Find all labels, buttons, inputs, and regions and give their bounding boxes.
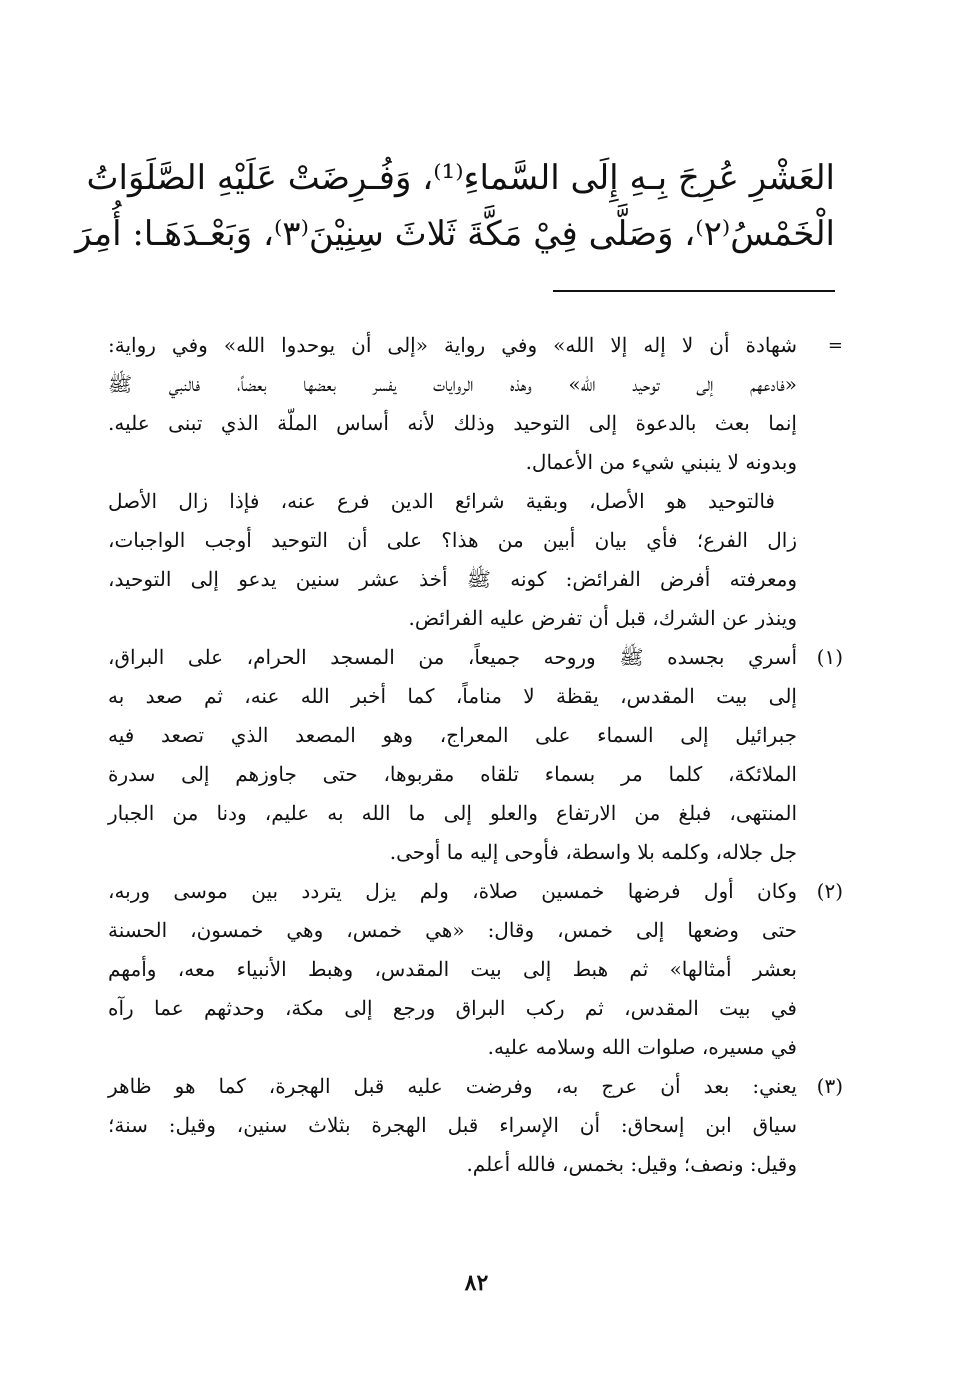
footnote-line: ومعرفته أفرض الفرائض: كونه ﷺ أخذ عشر سنين يدعو إلى التوحيد، (108, 567, 797, 591)
footnote-line: وينذر عن الشرك، قبل أن تفرض عليه الفرائض. (408, 606, 797, 630)
footnote-line: جل جلاله، وكلمه بلا واسطة، فأوحى إليه ما أوحى. (389, 840, 797, 864)
footnote-line: «فادعهم إلى توحيد الله» وهذه الروايات يفسر بعضها بعضاً، فالنبي ﷺ (108, 372, 797, 396)
footnote-1 (108, 638, 843, 872)
footnote-2 (108, 872, 843, 1067)
continuation-marker: = (827, 335, 843, 356)
footnote-line: أسري بجسده ﷺ وروحه جميعاً، من المسجد الحرام، على البراق، (108, 645, 797, 669)
footnote-marker: (٣) (816, 1074, 843, 1098)
footnote-line: إنما بعث بالدعوة إلى التوحيد وذلك لأنه أساس الملّة الذي تبنى عليه. (108, 411, 797, 435)
main-text (75, 150, 835, 262)
footnote-marker: (١) (816, 645, 843, 669)
footnotes (108, 326, 843, 1184)
footnote-line: وقيل: ونصف؛ وقيل: بخمس، فالله أعلم. (466, 1152, 797, 1176)
footnote-continuation (108, 326, 843, 638)
footnote-line: بعشر أمثالها» ثم هبط إلى بيت المقدس، وهبط الأنبياء معه، وأمهم (108, 957, 797, 981)
footnote-line: الملائكة، كلما مر بسماء تلقاه مقربوها، حتى جاوزهم إلى سدرة (108, 762, 797, 786)
footnote-line: سياق ابن إسحاق: أن الإسراء قبل الهجرة بثلاث سنين، وقيل: سنة؛ (108, 1113, 797, 1137)
footnote-line: وبدونه لا ينبني شيء من الأعمال. (525, 450, 797, 474)
footnote-line: في بيت المقدس، ثم ركب البراق ورجع إلى مكة، وحدثهم عما رآه (108, 996, 797, 1020)
main-text-line: الْخَمْسُ⁽٢⁾، وَصَلَّى فِيْ مَكَّةَ ثَلاثَ سِنِيْنَ⁽٣⁾، وَبَعْـدَهَـا: أُمِرَ (75, 214, 835, 254)
main-text-line: العَشْرِ عُرِجَ بِـهِ إِلَى السَّماءِ⁽¹⁾، وَفُـرِضَتْ عَلَيْهِ الصَّلَوَاتُ (86, 158, 835, 198)
footnote-line: في مسيره، صلوات الله وسلامه عليه. (487, 1035, 797, 1059)
footnote-line: إلى بيت المقدس، يقظة لا مناماً، كما أخبر الله عنه، ثم صعد به (108, 684, 797, 708)
footnote-line: يعني: بعد أن عرج به، وفرضت عليه قبل الهجرة، كما هو ظاهر (108, 1074, 797, 1098)
footnote-line: وكان أول فرضها خمسين صلاة، ولم يزل يتردد بين موسى وربه، (108, 879, 797, 903)
footnote-line: جبرائيل إلى السماء على المعراج، وهو المصعد الذي تصعد فيه (108, 723, 797, 747)
footnote-line: حتى وضعها إلى خمس، وقال: «هي خمس، وهي خمسون، الحسنة (108, 918, 797, 942)
footnote-line: المنتهى، فبلغ من الارتفاع والعلو إلى ما الله به عليم، ودنا من الجبار (108, 801, 797, 825)
footnote-line: زال الفرع؛ فأي بيان أبين من هذا؟ على أن التوحيد أوجب الواجبات، (108, 528, 797, 552)
footnote-3 (108, 1067, 843, 1184)
footnote-line: فالتوحيد هو الأصل، وبقية شرائع الدين فرع عنه، فإذا زال الأصل (108, 489, 775, 513)
footnote-line: شهادة أن لا إله إلا الله» وفي رواية «إلى أن يوحدوا الله» وفي رواية: (108, 333, 797, 357)
footnote-marker: (٢) (816, 879, 843, 903)
footnote-separator (553, 290, 835, 292)
page-number: ٨٢ (464, 1270, 489, 1296)
